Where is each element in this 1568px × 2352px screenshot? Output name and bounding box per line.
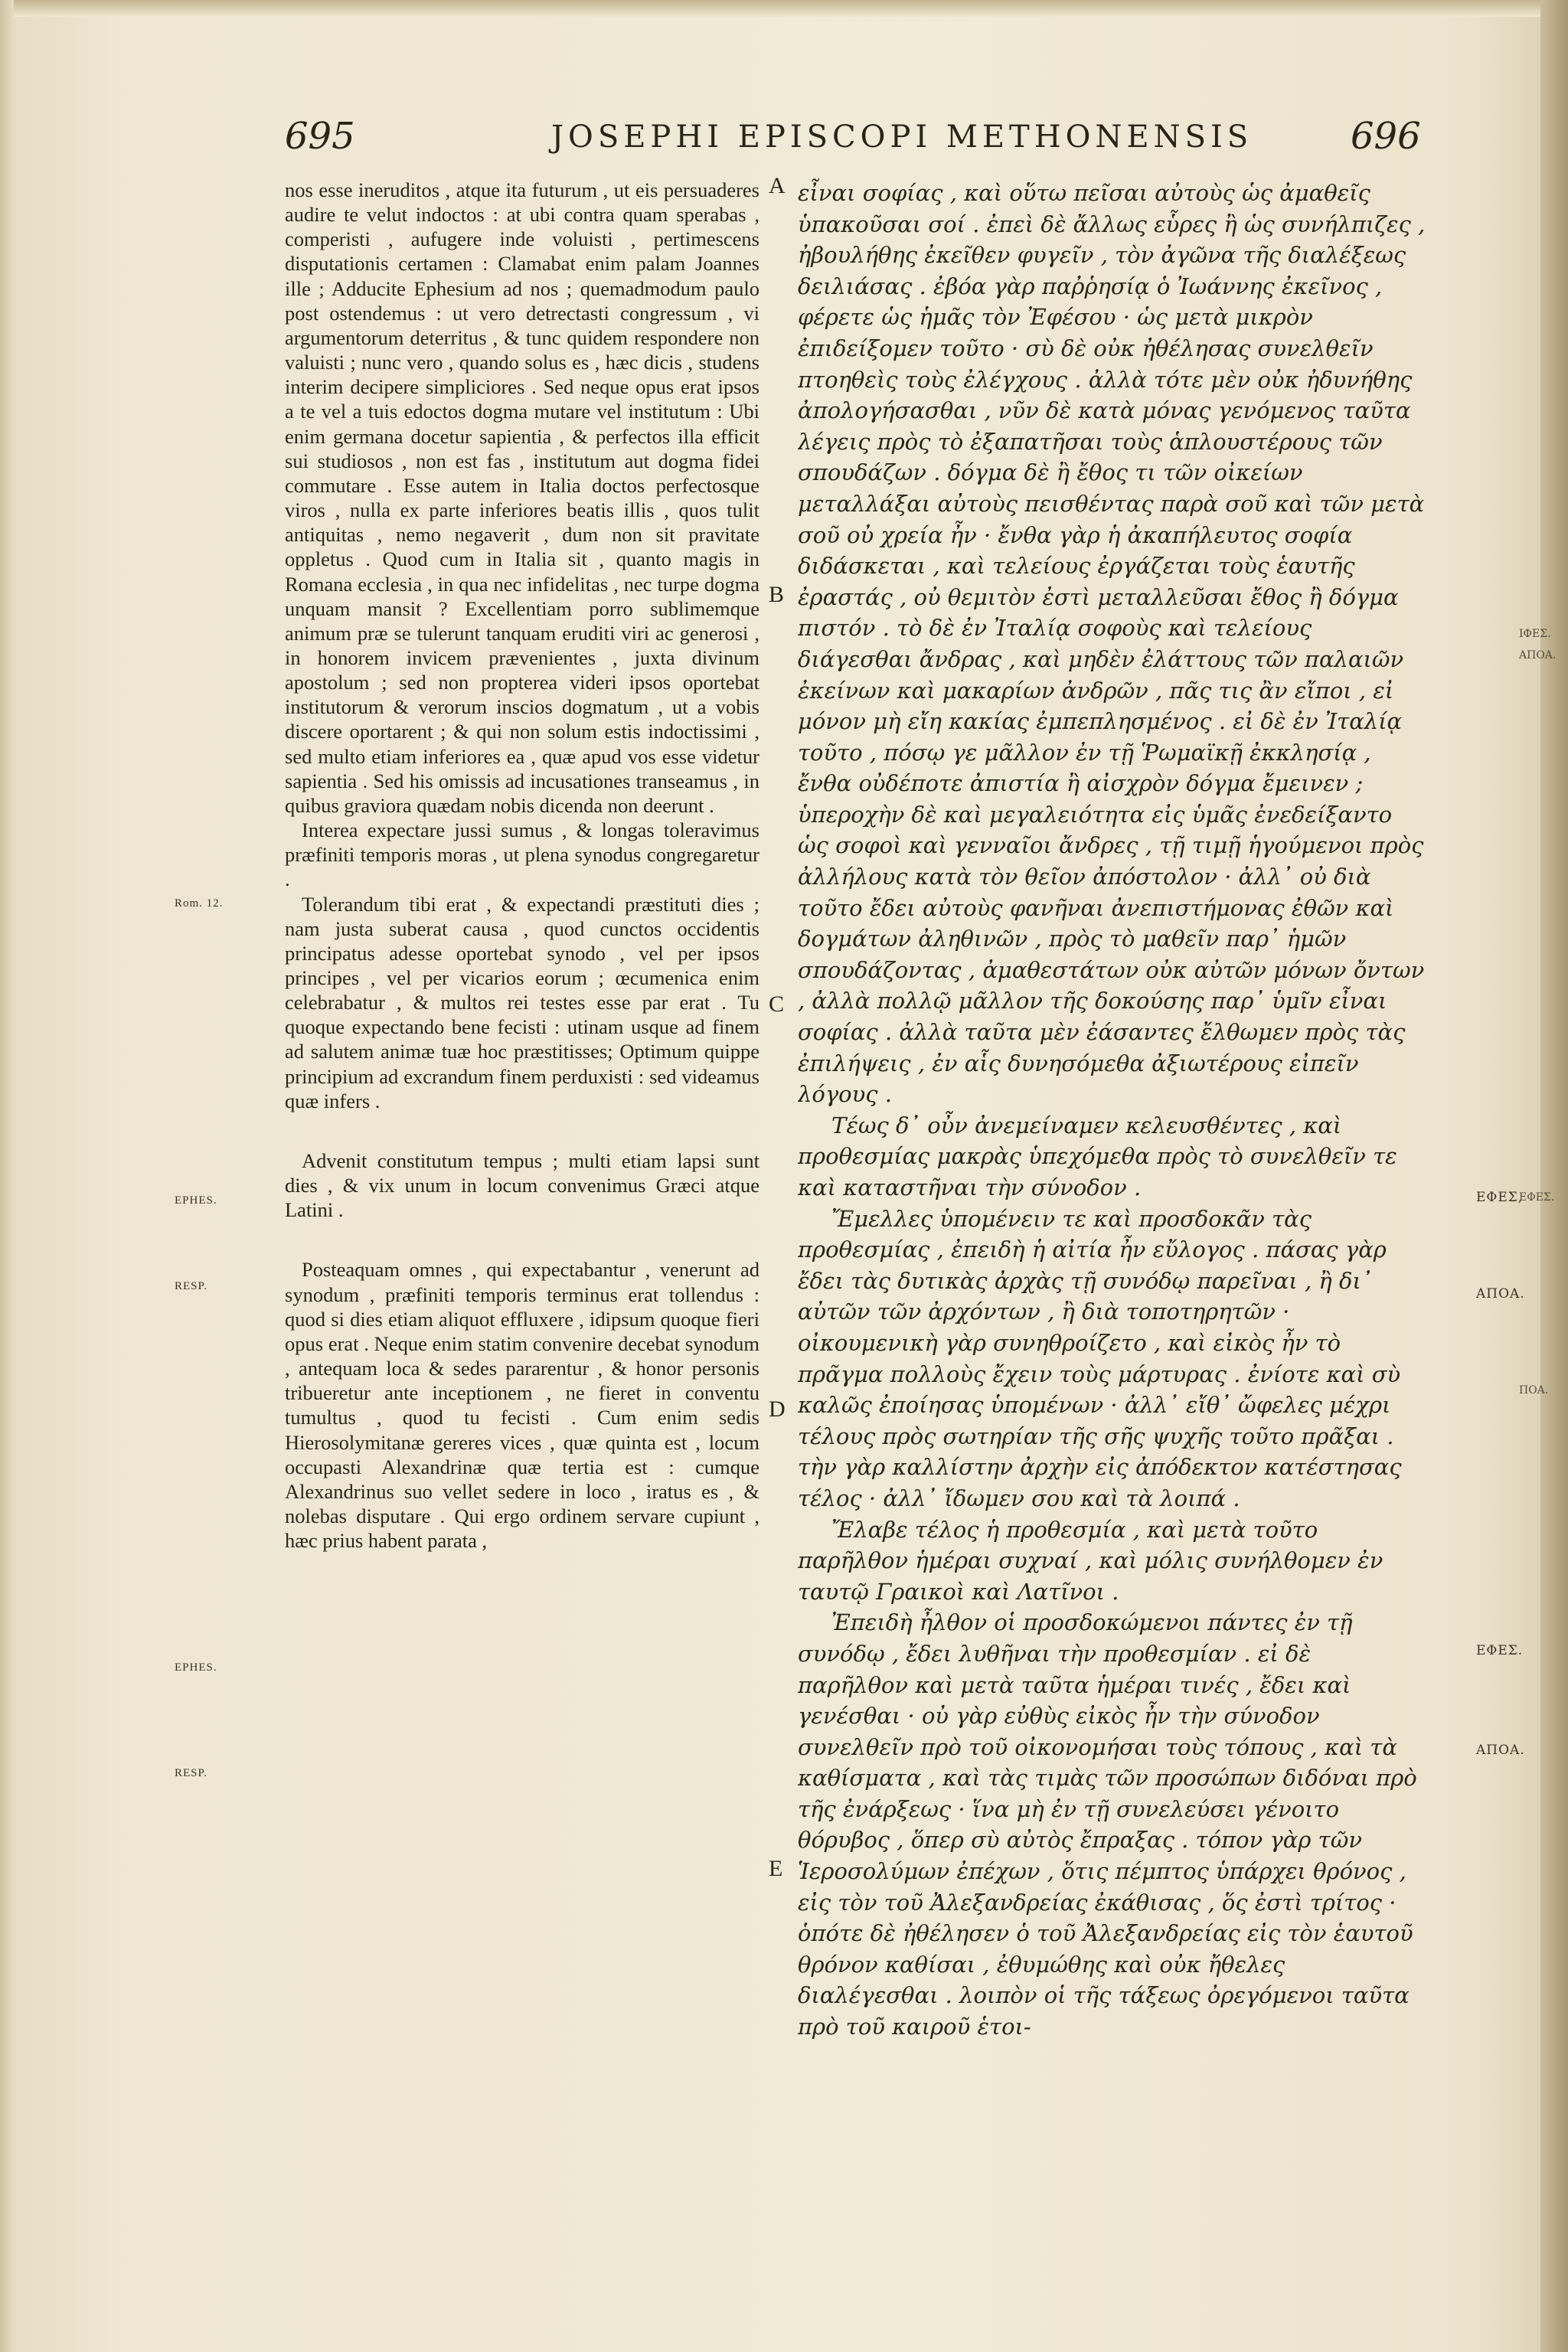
greek-paragraph: Ἔμελλες ὑπομένειν τε καὶ προσδοκᾶν τὰς προθεσμίας , ἐπειδὴ ἡ αἰτία ἦν εὔλογος . πάσας γὰρ ἔδει τὰς δυτικὰς ἀρχὰς τῇ συνόδῳ παρεῖναι , ἢ δι᾽ αὐτῶν τῶν ἀρχόντων , ἢ διὰ τοποτηρητῶν · οἰκουμενικὴ γὰρ συνηθροίζετο , καὶ εἰκὸς ἦν τὸ πρᾶγμα πολλοὺς ἔχειν τοὺς μάρτυρας . ἐνίοτε καὶ σὺ καλῶς ἐποίησας ὑπομένων · ἀλλ᾽ εἴθ᾽ ὤφελες μέχρι τέλους πρὸς σωτηρίαν τῆς σῆς ψυχῆς τοῦτο πρᾶξαι . τὴν γὰρ καλλίστην ἀρχὴν εἰς ἀπόδεκτον κατέστησας τέλος · ἀλλ᾽ ἴδωμεν σου καὶ τὰ λοιπά . bbox=[798, 1205, 1402, 1511]
margin-note-apoa: ΑΠΟΑ. bbox=[1476, 1743, 1525, 1758]
margin-note-ephes: ΕΦΕΣ, bbox=[1476, 1190, 1524, 1205]
page-number-left: 695 bbox=[285, 115, 355, 158]
page-number-right: 696 bbox=[1351, 115, 1421, 158]
latin-paragraph: Advenit constitutum tempus ; multi etiam lapsi sunt dies , & vix unum in locum convenimus Græci atque Latini . bbox=[285, 1148, 760, 1222]
greek-paragraph: Ἐπειδὴ ἦλθον οἱ προσδοκώμενοι πάντες ἐν τῇ συνόδῳ , ἔδει λυθῆναι τὴν προθεσμίαν . εἰ δὲ παρῆλθον καὶ μετὰ ταῦτα ἡμέραι τινές , ἔδει καὶ γενέσθαι · οὐ γὰρ εὐθὺς εἰκὸς ἦν τὴν σύνοδον συνελθεῖν πρὸ τοῦ οἰκονομήσαι τοὺς τόπους , καὶ τὰ καθίσματα , καὶ τὰς τιμὰς τῶν προσώπων διδόναι πρὸ τῆς ἐνάρξεως · ἵνα μὴ ἐν τῇ συνελεύσει γένοιτο θόρυβος , ὅπερ σὺ αὐτὸς ἔπραξας . τόπον γὰρ τῶν Ἱεροσολύμων ἐπέχων , ὅτις πέμπτος ὑπάρχει θρόνος , εἰς τὸν τοῦ Ἀλεξανδρείας ἐκάθισας , ὅς ἐστὶ τρίτος · ὁπότε δὲ ἠθέλησεν ὁ τοῦ Ἀλεξανδρείας εἰς τὸν ἑαυτοῦ θρόνον καθίσαι , ἐθυμώθης καὶ οὐκ ἤθελες διαλέγεσθαι . λοιπὸν οἱ τῆς τάξεως ὀρεγόμενοι ταῦτα πρὸ τοῦ καιροῦ ἑτοι- bbox=[798, 1609, 1417, 2040]
margin-note-apoa: ΑΠΟΑ. bbox=[1519, 649, 1557, 662]
latin-column bbox=[285, 178, 760, 2153]
margin-note-resp: RESP. bbox=[175, 1280, 207, 1292]
latin-paragraph: Tolerandum tibi erat , & expectandi præstituti dies ; nam justa suberat causa , quod cunctos occidentis principatus adesse oportebat synodo , vel per ipsos principes , vel per vicarios eorum ; œcumenica enim celebrabatur , & multos rei testes esse par erat . Tu quoque expectando bene fecisti : utinam usque ad finem ad salutem animæ tuæ hoc præstitisses; Optimum quippe principium ad excrandum finem perduxisti : sed videamus quæ infers . bbox=[285, 892, 760, 1112]
margin-note-apoa: ΠΟΑ. bbox=[1519, 1384, 1549, 1396]
page-edge bbox=[1540, 0, 1568, 2352]
section-letter-d: D bbox=[769, 1396, 786, 1422]
margin-note-ephes: EPHES. bbox=[175, 1194, 217, 1207]
greek-column bbox=[798, 178, 1426, 2184]
greek-paragraph: Ἔλαβε τέλος ἡ προθεσμία , καὶ μετὰ τοῦτο παρῆλθον ἡμέραι συχναί , καὶ μόλις συνήλθομεν ἐν ταυτῷ Γραικοὶ καὶ Λατῖνοι . bbox=[798, 1516, 1383, 1605]
greek-paragraph: εἶναι σοφίας , καὶ οὕτω πεῖσαι αὐτοὺς ὡς ἀμαθεῖς ὑπακοῦσαι σοί . ἐπεὶ δὲ ἄλλως εὗρες ἢ ὡς συνήλπιζες , ἠβουλήθης ἐκεῖθεν φυγεῖν , τὸν ἀγῶνα τῆς διαλέξεως δειλιάσας . ἐβόα γὰρ παῤῥησίᾳ ὁ Ἰωάννης ἐκεῖνος , φέρετε ὡς ἡμᾶς τὸν Ἐφέσου · ὡς μετὰ μικρὸν ἐπιδείξομεν τοῦτο · σὺ δὲ οὐκ ἠθέλησας συνελθεῖν πτοηθεὶς τοὺς ἐλέγχους . ἀλλὰ τότε μὲν οὐκ ἠδυνήθης ἀπολογήσασθαι , νῦν δὲ κατὰ μόνας γενόμενος ταῦτα λέγεις πρὸς τὸ ἐξαπατῆσαι τοὺς ἁπλουστέρους τῶν σπουδάζων . δόγμα δὲ ἢ ἔθος τι τῶν οἰκείων μεταλλάξαι αὐτοὺς πεισθέντας παρὰ σοῦ καὶ τῶν μετὰ σοῦ οὐ χρεία ἦν · ἔνθα γὰρ ἡ ἀκαπήλευτος σοφία διδάσκεται , καὶ τελείους ἐργάζεται τοὺς ἑαυτῆς ἐραστάς , οὐ θεμιτὸν ἐστὶ μεταλλεῦσαι ἔθος ἢ δόγμα πιστόν . τὸ δὲ ἐν Ἰταλίᾳ σοφοὺς καὶ τελείους διάγεσθαι ἄνδρας , καὶ μηδὲν ἐλάττους τῶν παλαιῶν ἐκείνων καὶ μακαρίων ἀνδρῶν , πᾶς τις ἂν εἴποι , εἰ μόνον μὴ εἴη κακίας ἐμπεπλησμένος . εἰ δὲ ἐν Ἰταλίᾳ τοῦτο , πόσῳ γε μᾶλλον ἐν τῇ Ῥωμαϊκῇ ἐκκλησίᾳ , ἔνθα οὐδέποτε ἀπιστία ἢ αἰσχρὸν δόγμα ἔμεινεν ; ὑπεροχὴν δὲ καὶ μεγαλειότητα εἰς ὑμᾶς ἐνεδείξαντο ὡς σοφοὶ καὶ γενναῖοι ἄνδρες , τῇ τιμῇ ἡγούμενοι πρὸς ἀλλήλους κατὰ τὸν θεῖον ἀπόστολον · ἀλλ᾽ οὐ διὰ τοῦτο ἔδει αὐτοὺς φανῆναι ἀνεπιστήμονας ἐθῶν καὶ δογμάτων ἀληθινῶν , πρὸς τὸ μαθεῖν παρ᾽ ἡμῶν σπουδάζοντας , ἀμαθεστάτων οὐκ αὐτῶν μόνων ὄντων , ἀλλὰ πολλῷ μᾶλλον τῆς δοκούσης παρ᾽ ὑμῖν εἶναι σοφίας . ἀλλὰ ταῦτα μὲν ἐάσαντες ἔλθωμεν πρὸς τὰς ἐπιλήψεις , ἐν αἷς δυνησόμεθα ἀξιωτέρους εἰπεῖν λόγους . bbox=[798, 180, 1426, 1108]
section-letter-b: B bbox=[769, 582, 785, 607]
header-title: JOSEPHI EPISCOPI METHONENSIS bbox=[551, 119, 1253, 155]
margin-note-ephes: ΕΦΕΣ. bbox=[1519, 1191, 1555, 1204]
latin-paragraph: Posteaquam omnes , qui expectabantur , venerunt ad synodum , præfiniti temporis terminus erat tollendus : quod si dies etiam aliquot effluxere , idipsum quoque fieri opus erat . Neque enim statim convenire decebat synodum , antequam loca & sedes pararentur , & honor personis tribueretur ante inceptionem , ne fieret in conventu tumultus , quod tu fecisti . Cum enim sedis Hierosolymitanæ gereres vices , quæ quinta est , locum occupasti Alexandrinæ quæ tertia est : cumque Alexandrinus suo vellet sedere in loco , iratus es , & nolebas disputare . Qui ergo ordinem servare cupiunt , hæc prius habent parata , bbox=[285, 1258, 760, 1553]
binding-shadow bbox=[0, 0, 14, 2352]
margin-note-ephes: EPHES. bbox=[175, 1661, 217, 1674]
margin-note-ephes: ΙΦΕΣ. bbox=[1519, 628, 1551, 640]
greek-paragraph: Τέως δ᾽ οὖν ἀνεμείναμεν κελευσθέντες , καὶ προθεσμίας μακρὰς ὑπεχόμεθα πρὸς τὸ συνελθεῖν τε καὶ καταστῆναι τὴν σύνοδον . bbox=[798, 1112, 1397, 1200]
latin-paragraph: nos esse ineruditos , atque ita futurum , ut eis persuaderes audire te velut indoctos : at ubi contra quam sperabas , comperisti , aufugere inde voluisti , pertimescens disputationis certamen : Clamabat enim palam Joannes ille ; Adducite Ephesium ad nos ; quemadmodum paulo post ostendemus : ut vero detrectasti congressum , vi argumentorum deterritus , & tunc quidem respondere non valuisti ; nunc vero , quando solus es , hæc dicis , studens interim decipere simpliciores . Sed neque opus erat ipsos a te vel a tuis edoctos dogma mutare vel institutum : Ubi enim germana docetur sapientia , & perfectos illa efficit sui studiosos , non est fas , institutum aut dogma fidei commutare . Esse autem in Italia doctos perfectosque viros , nulla ex parte inferiores beatis illis , quos tulit antiquitas , nemo negaverit , dum non sit pravitate oppletus . Quod cum in Italia sit , quanto magis in Romana ecclesia , in qua nec infidelitas , nec turpe dogma unquam mansit ? Excellentiam porro sublimemque animum præ se tulerunt tanquam eruditi viri ac generosi , in honorem invicem prævenientes , juxta divinum apostolum ; sed non propterea videri ipsos oportebat institutorum & verorum inscios dogmatum , ut a vobis discere oportarent ; & qui non solum estis indoctissimi , sed multo etiam inferiores ea , quæ apud vos esse videtur sapientia . Sed his omissis ad incusationes transeamus , in quibus graviora quædam nobis dicenda non deerunt . bbox=[285, 178, 760, 817]
latin-paragraph: Interea expectare jussi sumus , & longas toleravimus præfiniti temporis moras , ut plena synodus congregaretur . bbox=[285, 818, 760, 891]
margin-note-rom: Rom. 12. bbox=[175, 897, 224, 910]
section-letter-e: E bbox=[769, 1856, 783, 1881]
running-header bbox=[0, 115, 1568, 168]
section-letter-a: A bbox=[769, 173, 786, 198]
section-letter-c: C bbox=[769, 991, 785, 1017]
margin-note-apoa: ΑΠΟΑ. bbox=[1476, 1286, 1525, 1302]
margin-note-resp: RESP. bbox=[175, 1767, 207, 1779]
top-shadow bbox=[0, 0, 1568, 17]
margin-note-ephes: ΕΦΕΣ. bbox=[1476, 1643, 1524, 1658]
